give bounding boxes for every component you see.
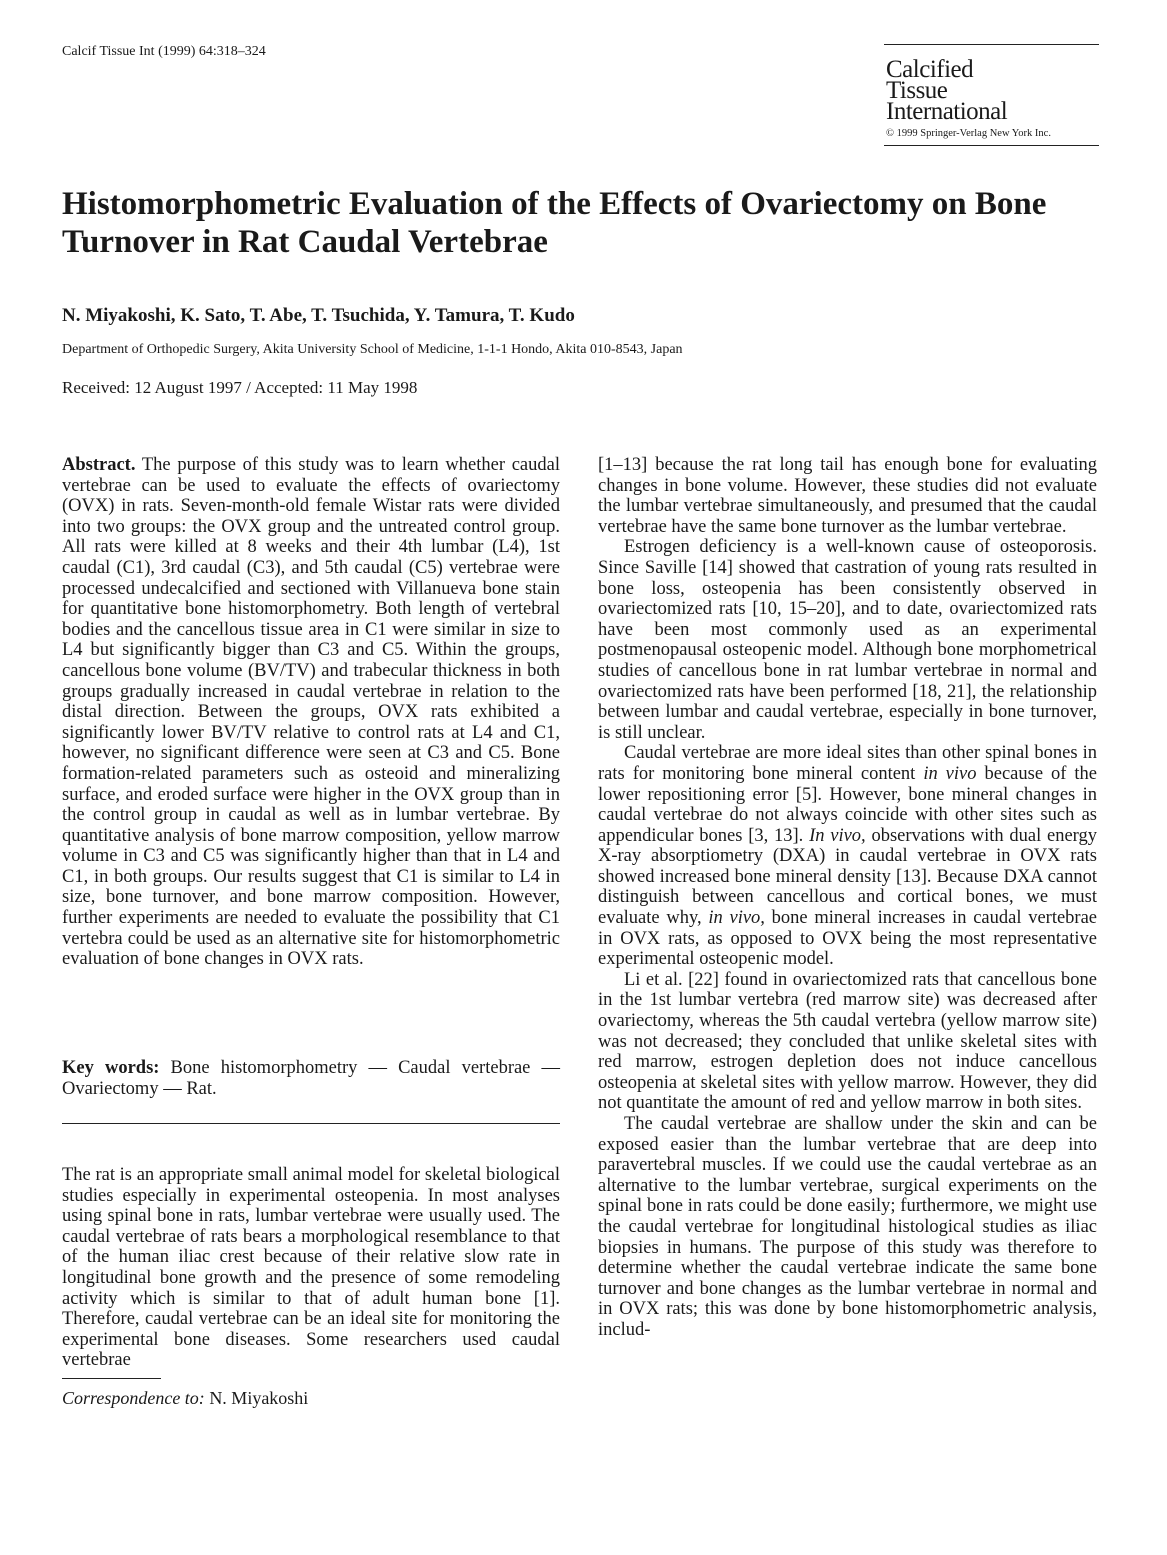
journal-logo-line-1: Calcified: [886, 56, 974, 83]
abstract-text: The purpose of this study was to learn whether caudal vertebrae can be used to evaluate the effects of ovariectomy (OVX) in rats. Seven-month-old female Wistar rats were divided into two groups: the OVX group and the untreated control group. All rats were killed at 8 weeks and their 4th lumbar (L4), 1st caudal (C1), 3rd caudal (C3), and 5th caudal (C5) vertebrae were processed undecalcified and sectioned with Villanueva bone stain for quantitative bone histomorphometry. Both length of vertebral bodies and the cancellous tissue area in C1 were similar in size to L4 but significantly bigger than C3 and C5. Within the groups, cancellous bone volume (BV/TV) and trabecular thickness in both groups gradually increased in caudal vertebrae in relation to the distal direction. Between the groups, OVX rats exhibited a significantly lower BV/TV relative to control rats at L4 and C1, however, no significant difference were seen at C3 and C5. Bone formation-related parameters such as osteoid and mineralizing surface, and eroded surface were higher in the OVX group than in the control group in caudal as well as in lumbar vertebrae. By quantitative analysis of bone marrow composition, yellow marrow volume in C3 and C5 was significantly higher than that in L4 and C1, in both groups. Our results suggest that C1 is similar to L4 in size, bone turnover, and bone marrow composition. However, further experiments are needed to evaluate the possibility that C1 vertebra could be used as an alternative site for histomorphometric evaluation of bone changes in OVX rats.: [62, 455, 560, 970]
right-paragraph-4: Li et al. [22] found in ovariectomized rats that cancellous bone in the 1st lumbar vertebra (red marrow site) was decreased after ovariectomy, whereas the 5th caudal vertebra (yellow marrow site) was not decreased; they concluded that unlike skeletal sites with red marrow, estrogen depletion does not induce cancellous osteopenia at skeletal sites with yellow marrow. However, they did not quantitate the amount of red and yellow marrow in both sites.: [598, 969, 1097, 1114]
journal-citation: Calcif Tissue Int (1999) 64:318–324: [62, 44, 266, 59]
introduction-left: [62, 1165, 560, 1371]
paper-title: Histomorphometric Evaluation of the Effects of Ovariectomy on Bone Turnover in Rat Caudal Vertebrae: [62, 186, 1047, 260]
p3-italic-2: In vivo,: [809, 825, 866, 846]
keywords-label: Key words:: [62, 1058, 160, 1078]
correspondence-label: Correspondence to:: [62, 1388, 205, 1408]
journal-logo-line-2: Tissue: [886, 77, 948, 104]
abstract: [62, 455, 560, 970]
received-accepted-dates: Received: 12 August 1997 / Accepted: 11 May 1998: [62, 378, 418, 397]
journal-logo: [884, 44, 1099, 146]
section-divider: [62, 1123, 560, 1124]
copyright-notice: © 1999 Springer-Verlag New York Inc.: [886, 128, 1051, 139]
p3-italic-3: in vivo,: [708, 908, 765, 929]
right-paragraph-2: Estrogen deficiency is a well-known cause of osteoporosis. Since Saville [14] showed that castration of young rats resulted in bone loss, osteopenia has been consistently observed in ovariectomized rats [10, 15–20], and to date, ovariectomized rats have been most commonly used as an experimental postmenopausal osteopenic model. Although bone morphometrical studies of cancellous bone in rat lumbar vertebrae in normal and ovariectomized rats have been performed [18, 21], the relationship between lumbar and caudal vertebrae, especially in bone turnover, is still unclear.: [598, 537, 1097, 743]
affiliation: Department of Orthopedic Surgery, Akita University School of Medicine, 1-1-1 Hondo, Akita 010-8543, Japan: [62, 342, 683, 357]
p3-part-b: because of the lower repositioning error [5]. However, bone mineral changes in caudal vertebrae do not always coincide with other sites such as appendicular bones [3, 13].: [598, 763, 1098, 846]
abstract-label: Abstract.: [62, 455, 136, 475]
p3-part-d: bone mineral increases in caudal vertebrae in OVX rats, as opposed to OVX being the most representative experimental osteopenic model.: [598, 908, 1098, 970]
footnote-divider: [62, 1378, 161, 1379]
p3-italic-1: in vivo: [923, 763, 977, 784]
right-paragraph-5: The caudal vertebrae are shallow under the skin and can be exposed easier than the lumbar vertebrae that are deep into paravertebral muscles. If we could use the caudal vertebrae as an alternative to the lumbar vertebrae, surgical experiments on the spinal bone in rats could be done easily; furthermore, we might use the caudal vertebrae for longitudinal histological studies as iliac biopsies in humans. The purpose of this study was therefore to determine whether the caudal vertebrae indicate the same bone turnover and bone changes as the lumbar vertebrae in normal and in OVX rats; this was done by bone histomorphometric analysis, includ-: [598, 1114, 1097, 1340]
correspondence-footnote: [62, 1388, 308, 1409]
right-paragraph-1: [1–13] because the rat long tail has enough bone for evaluating changes in bone volume. However, these studies did not evaluate the lumbar vertebrae simultaneously, and presumed that the caudal vertebrae have the same bone turnover as the lumbar vertebrae.: [598, 455, 1097, 537]
right-column: [598, 455, 1097, 1341]
right-paragraph-3: [598, 743, 1097, 970]
p3-part-a: Caudal vertebrae are more ideal sites than other spinal bones in rats for monitoring bone mineral content: [598, 743, 1097, 784]
keywords-text: Bone histomorphometry — Caudal vertebrae — Ovariectomy — Rat.: [62, 1058, 560, 1099]
author-list: N. Miyakoshi, K. Sato, T. Abe, T. Tsuchida, Y. Tamura, T. Kudo: [62, 305, 575, 326]
p3-part-c: observations with dual energy X-ray absorptiometry (DXA) in caudal vertebrae in OVX rats showed increased bone mineral density [13]. Because DXA cannot distinguish between cancellous and cortical bones, we must evaluate why,: [598, 825, 1097, 929]
keywords: [62, 1058, 560, 1099]
journal-logo-line-3: International: [886, 98, 1008, 125]
intro-paragraph: The rat is an appropriate small animal model for skeletal biological studies especially in experimental osteopenia. In most analyses using spinal bone in rats, lumbar vertebrae were usually used. The caudal vertebrae of rats bears a morphological resemblance to that of the human iliac crest because of their relative slow rate in longitudinal bone growth and the presence of some remodeling activity which is similar to that of adult human bone [1]. Therefore, caudal vertebrae can be an ideal site for monitoring the experimental bone diseases. Some researchers used caudal vertebrae: [62, 1165, 560, 1371]
correspondence-name: N. Miyakoshi: [209, 1388, 309, 1408]
